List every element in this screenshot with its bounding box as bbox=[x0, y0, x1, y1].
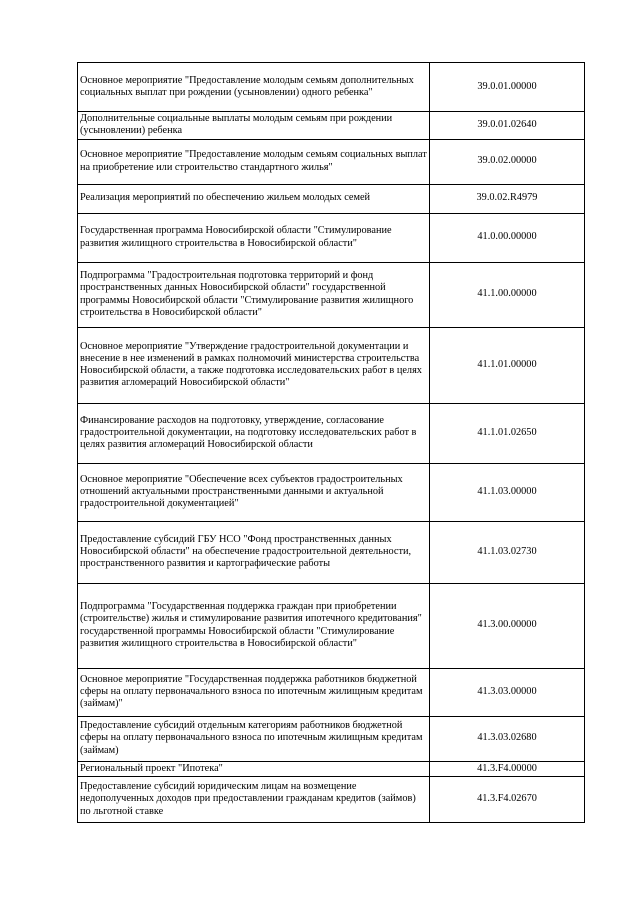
target-code-cell: 41.1.03.02730 bbox=[430, 521, 585, 583]
target-code-cell: 41.0.00.00000 bbox=[430, 213, 585, 262]
program-name-cell: Основное мероприятие "Утверждение градостроительной документации и внесение в нее изменений в рамках полномочий министерства строительства Новосибирской области, а также подготовка исследовательских работ в целях развития агломераций Новосибирской области" bbox=[78, 327, 430, 403]
target-code-cell: 41.1.01.02650 bbox=[430, 403, 585, 463]
program-name-cell: Основное мероприятие "Предоставление молодым семьям дополнительных социальных выплат при рождении (усыновлении) одного ребенка" bbox=[78, 63, 430, 112]
target-code-cell: 41.3.00.00000 bbox=[430, 583, 585, 668]
table-row bbox=[78, 112, 585, 140]
target-code-cell: 39.0.01.02640 bbox=[430, 112, 585, 140]
table-row bbox=[78, 716, 585, 761]
target-code-cell: 41.3.03.02680 bbox=[430, 716, 585, 761]
table-row bbox=[78, 327, 585, 403]
program-name-cell: Подпрограмма "Государственная поддержка граждан при приобретении (строительстве) жилья и стимулирование развития ипотечного кредитования" государственной программы Новосибирской области "Стимулирование развития жилищного строительства в Новосибирской области" bbox=[78, 583, 430, 668]
table-row bbox=[78, 776, 585, 822]
target-code-cell: 39.0.02.00000 bbox=[430, 139, 585, 184]
target-code-cell: 41.3.03.00000 bbox=[430, 668, 585, 716]
table-row bbox=[78, 761, 585, 776]
program-name-cell: Подпрограмма "Градостроительная подготовка территорий и фонд пространственных данных Новосибирской области" государственной программы Новосибирской области "Стимулирование развития жилищного строительства в Новосибирской области" bbox=[78, 262, 430, 327]
program-name-cell: Предоставление субсидий ГБУ НСО "Фонд пространственных данных Новосибирской области" на обеспечение градостроительной деятельности, пространственного развития и картографические работы bbox=[78, 521, 430, 583]
table-row bbox=[78, 463, 585, 521]
program-name-cell: Государственная программа Новосибирской области "Стимулирование развития жилищного строительства в Новосибирской области" bbox=[78, 213, 430, 262]
table-row bbox=[78, 63, 585, 112]
target-code-cell: 41.3.F4.02670 bbox=[430, 776, 585, 822]
table-row bbox=[78, 184, 585, 213]
target-code-cell: 41.1.01.00000 bbox=[430, 327, 585, 403]
target-code-cell: 41.1.03.00000 bbox=[430, 463, 585, 521]
table-row bbox=[78, 262, 585, 327]
table-row bbox=[78, 139, 585, 184]
table-row bbox=[78, 403, 585, 463]
program-name-cell: Предоставление субсидий отдельным категориям работников бюджетной сферы на оплату первоначального взноса по ипотечным жилищным кредитам (займам) bbox=[78, 716, 430, 761]
table-row bbox=[78, 583, 585, 668]
target-code-cell: 41.1.00.00000 bbox=[430, 262, 585, 327]
program-name-cell: Реализация мероприятий по обеспечению жильем молодых семей bbox=[78, 184, 430, 213]
program-name-cell: Основное мероприятие "Обеспечение всех субъектов градостроительных отношений актуальными пространственными данными и актуальной градостроительной документацией" bbox=[78, 463, 430, 521]
table-row bbox=[78, 521, 585, 583]
program-name-cell: Предоставление субсидий юридическим лицам на возмещение недополученных доходов при предоставлении гражданам кредитов (займов) по льготной ставке bbox=[78, 776, 430, 822]
program-name-cell: Основное мероприятие "Государственная поддержка работников бюджетной сферы на оплату первоначального взноса по ипотечным жилищным кредитам (займам)" bbox=[78, 668, 430, 716]
program-name-cell: Основное мероприятие "Предоставление молодым семьям социальных выплат на приобретение или строительство стандартного жилья" bbox=[78, 139, 430, 184]
program-name-cell: Дополнительные социальные выплаты молодым семьям при рождении (усыновлении) ребенка bbox=[78, 112, 430, 140]
table-row bbox=[78, 213, 585, 262]
table-row bbox=[78, 668, 585, 716]
budget-classification-table bbox=[77, 62, 585, 823]
target-code-cell: 39.0.02.R4979 bbox=[430, 184, 585, 213]
program-name-cell: Финансирование расходов на подготовку, утверждение, согласование градостроительной документации, на подготовку исследовательских работ в целях развития агломераций Новосибирской области bbox=[78, 403, 430, 463]
program-name-cell: Региональный проект "Ипотека" bbox=[78, 761, 430, 776]
target-code-cell: 39.0.01.00000 bbox=[430, 63, 585, 112]
target-code-cell: 41.3.F4.00000 bbox=[430, 761, 585, 776]
